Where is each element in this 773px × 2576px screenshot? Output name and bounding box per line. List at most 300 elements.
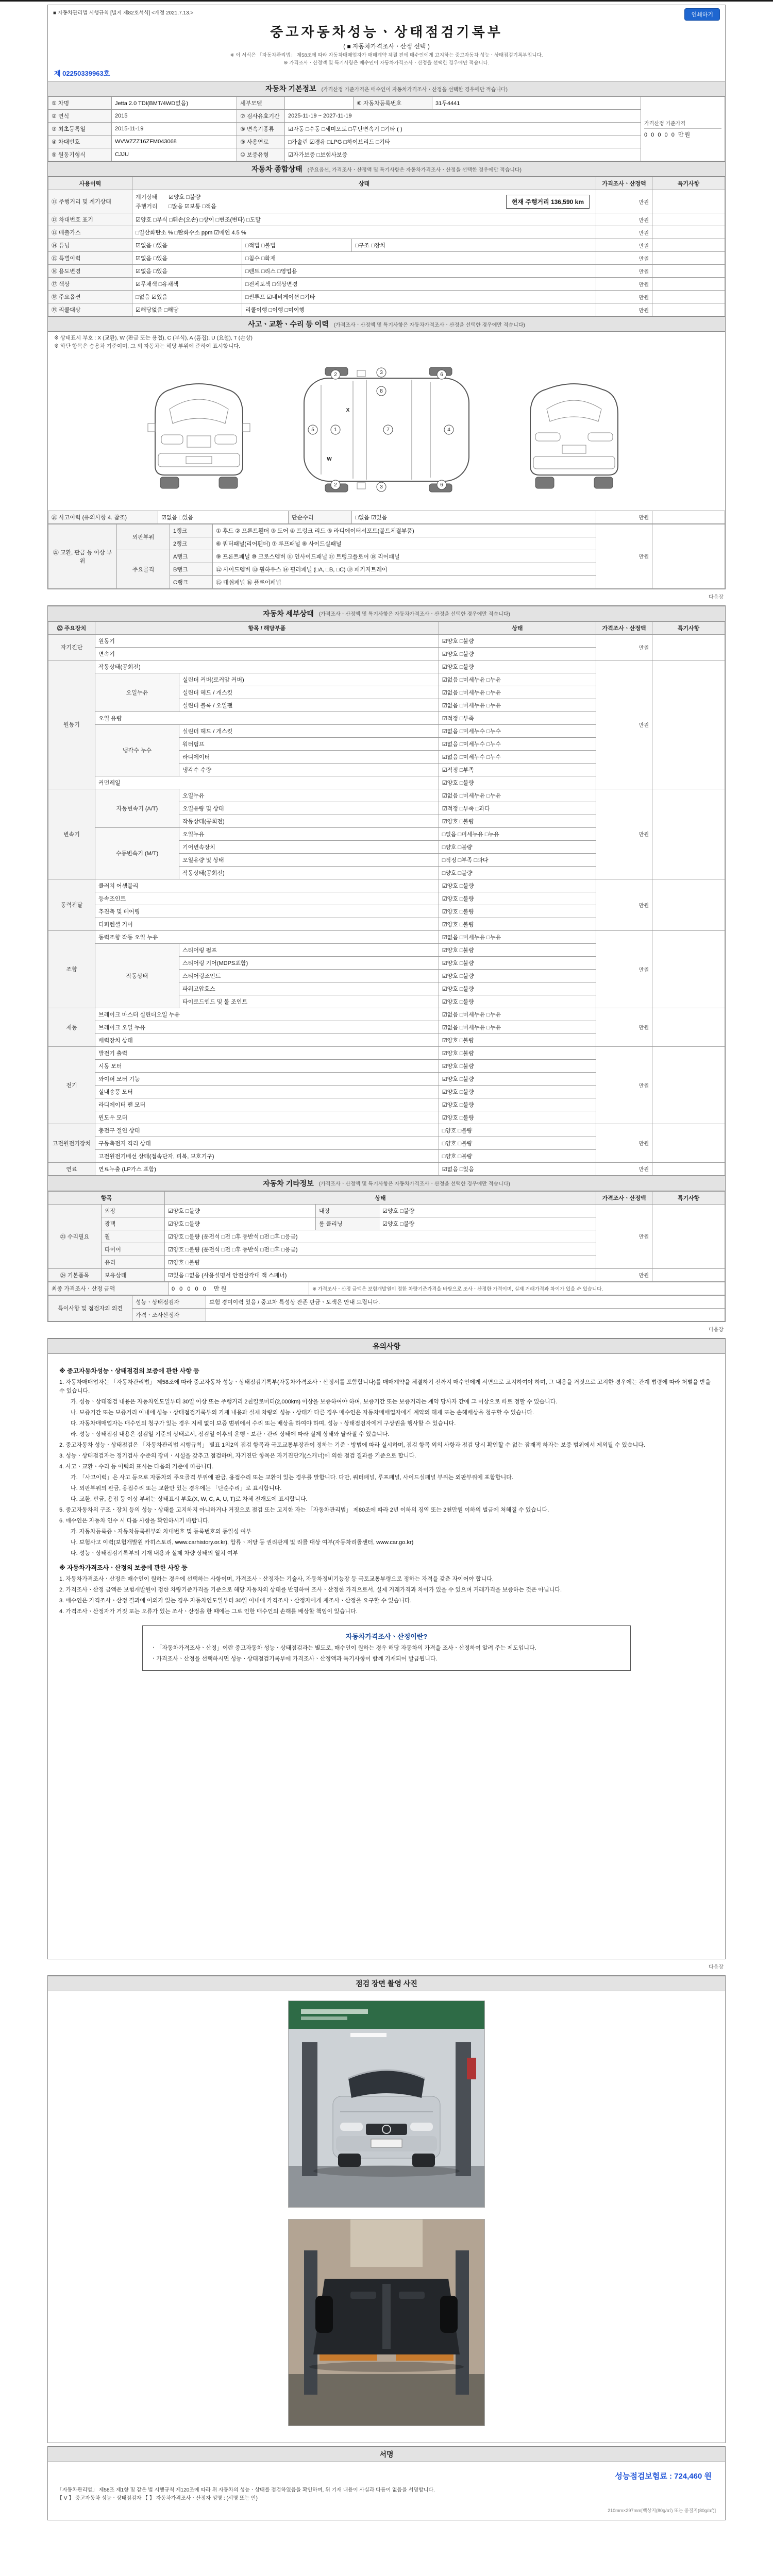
- table-header-row: [48, 621, 725, 634]
- col-header: 상태: [132, 177, 596, 190]
- item-label: 발전기 출력: [95, 1046, 439, 1059]
- item-label: 오일누유: [179, 789, 439, 802]
- section-title: 사고ㆍ교환ㆍ수리 등 이력: [248, 320, 329, 328]
- price-cell: 만원: [596, 1204, 652, 1268]
- fuel-type: □가솔린 ☑경유 □LPG □하이브리드 □기타: [285, 135, 641, 148]
- section-photos-header: [48, 1976, 725, 1991]
- col-header: 가격조사ㆍ산정액: [596, 621, 652, 634]
- remark-cell: [652, 634, 725, 660]
- item-label: 고전원전기배선 상태(접속단자, 피복, 보호기구): [95, 1149, 439, 1162]
- item-label: 디퍼렌셜 기어: [95, 918, 439, 930]
- checkbox-group: ☑양호 □불량: [439, 969, 596, 982]
- remark-cell: [652, 239, 725, 252]
- basic-info-table: [48, 96, 725, 161]
- col-header: 가격조사ㆍ산정액: [596, 177, 652, 190]
- form-label: 내장: [316, 1204, 379, 1217]
- form-label: ⑬ 배출가스: [48, 226, 132, 239]
- item-label: 냉각수 수량: [179, 763, 439, 776]
- device-group: 고전원전기장치: [48, 1124, 95, 1162]
- engine-type: CJJU: [112, 148, 237, 161]
- remarks-table: [48, 1295, 725, 1321]
- form-label: 보유상태: [102, 1268, 165, 1281]
- next-page-marker: 다음장: [709, 594, 724, 600]
- price-cell: 만원: [596, 789, 652, 879]
- document-number: 제 02250339963호: [54, 70, 110, 77]
- checkbox-group: ☑없음 □미세누수 □누수: [439, 724, 596, 737]
- form-label: ④ 차대번호: [48, 135, 112, 148]
- checkbox-group: ☑양호 □불량: [439, 918, 596, 930]
- price-cell: 만원: [596, 213, 652, 226]
- checkbox-group: ☑없음 □미세누수 □누수: [439, 750, 596, 763]
- item-label: 실내송풍 모터: [95, 1085, 439, 1098]
- checkbox-group: ☑양호 □불량: [439, 776, 596, 789]
- panel-number: [331, 425, 340, 434]
- notice-paragraph: 2. 가격조사ㆍ산정 금액은 보험개발원이 정한 차량기준가격을 기준으로 해당 자동차의 상태를 반영하여 조사ㆍ산정한 가격으로서, 실제 거래가격과 차이가 있을 수 있으며 거래가격을 보증하는 것은 아닙니다.: [59, 1587, 562, 1594]
- notice-paragraph: 2. 중고자동차 성능ㆍ상태점검은 「자동차관리법 시행규칙」 별표 1의2의 점검 항목과 국토교통부장관이 정하는 기준ㆍ방법에 따라 실시하며, 점검 항목 외의 사항과 점검 당시 확인할 수 없는 잠재적 하자는 보증 범위에서 제외될 수 있습니다.: [59, 1442, 645, 1448]
- remark-cell: [652, 226, 725, 239]
- form-label: ⑩ 보증유형: [237, 148, 285, 161]
- form-label: 1랭크: [170, 524, 213, 537]
- inspector-opinion: 보험 경미이력 있음 / 중고차 특성상 잔존 판금ㆍ도색은 안내 드립니다.: [206, 1295, 725, 1308]
- svg-text:7: 7: [386, 427, 390, 433]
- base-price-value: 0 0 0 0 0 만원: [644, 132, 692, 138]
- registration-number: 31두4441: [432, 97, 641, 110]
- detail-state-table: [48, 621, 725, 1176]
- checkbox-group: ☑없음 □있음: [132, 252, 242, 265]
- form-label: 휠: [102, 1230, 165, 1243]
- table-row: [48, 135, 725, 148]
- table-row: [48, 278, 725, 291]
- remark-cell: [652, 265, 725, 278]
- checkbox-group: □전체도색 □색상변경: [242, 278, 596, 291]
- checkbox-group: ☑없음 □미세누유 □누유: [439, 673, 596, 686]
- col-header: 특기사항: [652, 177, 725, 190]
- section-overall-header: [48, 161, 725, 177]
- remark-cell: [652, 660, 725, 789]
- checkbox-group: □양호 □불량: [439, 1137, 596, 1149]
- form-label: 룸 클리닝: [316, 1217, 379, 1230]
- page-title: 중고자동차성능ㆍ상태점검기록부: [270, 24, 503, 40]
- section-note: (가격산정 기준가격은 매수인이 자동차가격조사ㆍ산정을 선택한 경우에만 적습니다): [321, 87, 508, 93]
- remark-cell: [652, 1008, 725, 1046]
- form-label: ⑫ 차대번호 표기: [48, 213, 132, 226]
- item-label: 실린더 커버(로커암 커버): [179, 673, 439, 686]
- block-basic-overall-accident: [47, 5, 726, 589]
- svg-text:1: 1: [334, 427, 337, 433]
- col-header: 상태: [165, 1191, 596, 1204]
- final-price-note: ※ 가격조사ㆍ산정 금액은 보험개발원이 정한 차량기준가격을 바탕으로 조사ㆍ산정한 가격이며, 실제 거래가격과 차이가 있을 수 있습니다.: [309, 1282, 725, 1295]
- checkbox-group: ☑없음 □미세누유 □누유: [439, 789, 596, 802]
- remark-cell: [652, 789, 725, 879]
- block-photos: [47, 1975, 726, 2443]
- item-subgroup: 수동변속기 (M/T): [95, 827, 179, 879]
- svg-text:3: 3: [380, 484, 383, 490]
- next-page-marker: 다음장: [709, 1327, 724, 1333]
- base-price-label: 가격산정 기준가격: [644, 119, 721, 129]
- table-row: [48, 213, 725, 226]
- item-label: 배력장치 상태: [95, 1033, 439, 1046]
- checkbox-group: ☑양호 □불량: [439, 1046, 596, 1059]
- item-subgroup: 자동변속기 (A/T): [95, 789, 179, 827]
- remark-cell: [652, 278, 725, 291]
- header-note-1: ※ 이 서식은 「자동차관리법」 제58조에 따라 자동차매매업자가 매매계약 체결 전에 매수인에게 고지하는 중고자동차 성능ㆍ상태점검기록부입니다.: [230, 53, 543, 58]
- table-row: [48, 1162, 725, 1175]
- car-damage-diagrams: [48, 351, 725, 511]
- price-cell: 만원: [596, 511, 652, 523]
- table-row: [48, 123, 725, 135]
- svg-text:3: 3: [380, 369, 383, 376]
- notice-paragraph: 다. 성능ㆍ상태점검기록부의 기재 내용과 실제 차량 상태의 일치 여부: [71, 1550, 239, 1557]
- checkbox-group: ☑양호 □불량: [165, 1256, 596, 1268]
- item-label: 구동축전지 격리 상태: [95, 1137, 439, 1149]
- section-title: 자동차 기본정보: [265, 84, 316, 93]
- checkbox-group: ☑양호 □불량: [165, 1217, 316, 1230]
- item-label: 라디에이터 팬 모터: [95, 1098, 439, 1111]
- item-label: 클러치 어셈블리: [95, 879, 439, 892]
- panel-list: ⑥ 쿼터패널(리어휀더) ⑦ 루프패널 ⑧ 사이드실패널: [213, 537, 596, 550]
- section-title: 자동차 세부상태: [263, 609, 314, 618]
- svg-text:8: 8: [380, 388, 383, 394]
- remark-cell: [652, 1124, 725, 1162]
- table-row: [48, 1295, 725, 1308]
- remark-cell: [652, 511, 725, 523]
- info-box-title: 자동차가격조사ㆍ산정이란?: [345, 1633, 428, 1641]
- form-label: A랭크: [170, 550, 213, 563]
- table-row: [48, 303, 725, 316]
- device-group: 제동: [48, 1008, 95, 1046]
- price-cell: 만원: [596, 291, 652, 303]
- checkbox-group: ☑양호 □불량: [169, 194, 201, 200]
- col-header: 가격조사ㆍ산정액: [596, 1191, 652, 1204]
- checkbox-group: ☑있음 □없음 (사용설명서 안전삼각대 잭 스패너): [165, 1268, 596, 1281]
- inspection-photo-front: [288, 2001, 485, 2208]
- form-label: ⑨ 사용연료: [237, 135, 285, 148]
- remark-cell: [652, 1162, 725, 1175]
- price-appraisal-info-box: [142, 1625, 631, 1671]
- checkbox-group: 리콜이행 □이행 □미이행: [242, 303, 596, 316]
- remark-cell: [652, 252, 725, 265]
- checkbox-group: ☑없음 □미세누유 □누유: [439, 686, 596, 699]
- notice-paragraph: 나. 보증기간 또는 보증거리 이내에 성능ㆍ상태점검기록부의 기재 내용과 실제 차량의 성능ㆍ상태가 다른 경우 매수인은 자동차매매업자에게 계약의 해제 또는 손해배상을 청구할 수 있습니다.: [71, 1409, 534, 1416]
- col-header: 특기사항: [652, 1191, 725, 1204]
- table-header-row: [48, 177, 725, 190]
- table-row: [48, 789, 725, 802]
- device-group: 전기: [48, 1046, 95, 1124]
- svg-text:4: 4: [447, 427, 450, 433]
- checkbox-group: ☑양호 □불량: [439, 1098, 596, 1111]
- notice-paragraph: 다. 자동차매매업자는 매수인의 청구가 있는 경우 지체 없이 보증 범위에서 수리 또는 배상을 하여야 하며, 성능ㆍ상태점검자에게 구상권을 행사할 수 있습니다.: [71, 1420, 456, 1427]
- block-notice: [47, 1338, 726, 1959]
- form-label: 외장: [102, 1204, 165, 1217]
- checkbox-group: ☑양호 □불량: [439, 956, 596, 969]
- form-label: 주요골격: [117, 550, 170, 588]
- checkbox-group: ☑없음 □있음: [132, 239, 242, 252]
- item-label: 시동 모터: [95, 1059, 439, 1072]
- notice-subheader: ※ 자동차가격조사ㆍ산정의 보증에 관한 사항 등: [59, 1564, 188, 1572]
- price-cell: 만원: [596, 660, 652, 789]
- device-group: 동력전달: [48, 879, 95, 930]
- form-label: ⑤ 원동기형식: [48, 148, 112, 161]
- checkbox-group: □적정 □부족 □과다: [439, 853, 596, 866]
- item-label: 커먼레일: [95, 776, 439, 789]
- panel-number: [444, 425, 453, 434]
- panel-list: ⑨ 프론트패널 ⑩ 크로스멤버 ⑪ 인사이드패널 ⑰ 트렁크플로어 ⑱ 리어패널: [213, 550, 596, 563]
- price-cell: 만원: [596, 303, 652, 316]
- signature-line: 【 V 】 중고자동차 성능ㆍ상태점검자 【 】 자동차가격조사ㆍ산정자 성명 : (서명 또는 인): [57, 2495, 258, 2501]
- section-note: (가격조사ㆍ산정액 및 특기사항은 자동차가격조사ㆍ산정을 선택한 경우에만 적습니다): [318, 612, 510, 617]
- form-label: ⑦ 검사유효기간: [237, 110, 285, 123]
- checkbox-group: □양호 □불량: [439, 866, 596, 879]
- notice-paragraph: 3. 성능ㆍ상태점검자는 정기검사 수준의 장비ㆍ시설을 갖추고 점검하며, 자기진단 항목은 자기진단기(스캐너)에 의한 점검 결과를 기준으로 합니다.: [59, 1452, 416, 1459]
- item-label: 스티어링 기어(MDPS포함): [179, 956, 439, 969]
- form-label: 특이사항 및 점검자의 의견: [48, 1295, 132, 1321]
- checkbox-group: ☑없음 □있음: [439, 1162, 596, 1175]
- notice-paragraph: 가. 「사고이력」은 사고 등으로 자동차의 주요골격 부위에 판금, 용접수리 또는 교환이 있는 경우를 말합니다. 다만, 쿼터패널, 루프패널, 사이드실패널 부위는 외판부위에 포함합니다.: [71, 1474, 513, 1481]
- form-label: ⑲ 리콜대상: [48, 303, 132, 316]
- page-subtitle: ( ■ 자동차가격조사ㆍ산정 선택 ): [343, 43, 430, 50]
- checkbox-group: ☑양호 □불량: [439, 879, 596, 892]
- checkbox-group: ☑해당없음 □해당: [132, 303, 242, 316]
- panel-number: [331, 480, 340, 489]
- table-row: [48, 1008, 725, 1021]
- item-label: 추진축 및 베어링: [95, 905, 439, 918]
- table-row: [48, 634, 725, 647]
- checkbox-group: ☑양호 □불량 (운전석 □전 □후 동반석 □전 □후 □응급): [165, 1243, 596, 1256]
- panel-number: [308, 425, 317, 434]
- remark-cell: [652, 1046, 725, 1124]
- table-row: [48, 1046, 725, 1059]
- col-header: 항목 / 해당부품: [95, 621, 439, 634]
- table-row: [48, 226, 725, 239]
- notice-paragraph: 나. 외판부위의 판금, 용접수리 또는 교환만 있는 경우에는 「단순수리」로 표시합니다.: [71, 1485, 282, 1492]
- notice-paragraph: 나. 보험사고 이력(보험개발원 카히스토리, www.carhistory.or.kr), 압류ㆍ저당 등 권리관계 및 리콜 대상 여부(자동차리콜센터, www.car.go.kr): [71, 1539, 414, 1546]
- form-label: ⑯ 용도변경: [48, 265, 132, 278]
- block-signature: [47, 2446, 726, 2520]
- form-label: ⑪ 주행거리 및 계기상태: [48, 190, 132, 213]
- checkbox-group: ☑양호 □불량: [439, 634, 596, 647]
- notice-paragraph: 가. 성능ㆍ상태점검 내용은 자동차인도일부터 30일 이상 또는 주행거리 2천킬로미터(2,000km) 이상을 보증하여야 하며, 보증기간 또는 보증거리는 계약 당사자 간에 그 이상으로 따로 정할 수 있습니다.: [71, 1398, 558, 1405]
- checkbox-group: ☑양호 □불량: [165, 1204, 316, 1217]
- checkbox-group: ☑없음 □미세누유 □누유: [439, 1021, 596, 1033]
- overall-state-table: [48, 177, 725, 316]
- item-label: 작동상태(공회전): [179, 866, 439, 879]
- panel-number: [377, 482, 386, 492]
- etc-info-table: [48, 1191, 725, 1282]
- form-label: ⑧ 변속기종류: [237, 123, 285, 135]
- form-value: [285, 97, 354, 110]
- checkbox-group: □양호 □불량: [439, 1124, 596, 1137]
- damage-mark-w: W: [327, 456, 332, 462]
- price-cell: 만원: [596, 1162, 652, 1175]
- checkbox-group: ☑양호 □부식 □훼손(오손) □상이 □변조(변타) □도말: [132, 213, 596, 226]
- checkbox-group: □없음 ☑있음: [132, 291, 242, 303]
- notice-paragraph: 가. 자동차등록증ㆍ자동차등록원부와 차대번호 및 등록번호의 동일성 여부: [71, 1529, 251, 1535]
- form-label: 2랭크: [170, 537, 213, 550]
- table-row: [48, 190, 725, 213]
- checkbox-group: □양호 □불량: [439, 1149, 596, 1162]
- notice-paragraph: 5. 중고자동차의 구조ㆍ장치 등의 성능ㆍ상태를 고지하지 아니하거나 거짓으로 점검 또는 고지한 자는 「자동차관리법」 제80조에 따라 2년 이하의 징역 또는 2천만원 이하의 벌금에 처해질 수 있습니다.: [59, 1507, 549, 1514]
- price-cell: 만원: [596, 1124, 652, 1162]
- item-label: 오일유량 및 상태: [179, 853, 439, 866]
- first-registration-date: 2015-11-19: [112, 123, 237, 135]
- emission-values: □일산화탄소 % □탄화수소 ppm ☑매연 4.5 %: [132, 226, 596, 239]
- form-label: 단순수리: [289, 511, 352, 523]
- report-header: [48, 5, 725, 81]
- remark-cell: [652, 879, 725, 930]
- item-label: 파워고압호스: [179, 982, 439, 995]
- item-subgroup: 냉각수 누수: [95, 724, 179, 776]
- panel-number: [331, 370, 340, 379]
- table-row: [48, 252, 725, 265]
- table-row: [48, 97, 725, 110]
- price-cell: 만원: [596, 1008, 652, 1046]
- form-label: ㉔ 기본품목: [48, 1268, 102, 1281]
- item-label: 오일누유: [179, 827, 439, 840]
- item-label: 등속조인트: [95, 892, 439, 905]
- checkbox-group: ☑양호 □불량: [439, 1111, 596, 1124]
- table-row: [48, 110, 725, 123]
- item-label: 오일 유량: [95, 711, 439, 724]
- checkbox-group: ☑양호 □불량: [439, 892, 596, 905]
- remark-cell: [652, 190, 725, 213]
- panel-number: [437, 370, 446, 379]
- notice-paragraph: 1. 자동차매매업자는 「자동차관리법」 제58조에 따라 중고자동차 성능ㆍ상태점검기록부(자동차가격조사ㆍ산정서를 포함합니다)를 매매계약을 체결하기 전까지 매수인에게 서면으로 고지하여야 하며, 그 내용을 거짓으로 고지한 경우에는 관계 법령에 따라 처벌을 받을 수 있습니다.: [59, 1379, 711, 1394]
- model-year: 2015: [112, 110, 237, 123]
- section-sign-header: [48, 2447, 725, 2462]
- checkbox-group: □없음 ☑있음: [352, 511, 596, 523]
- item-label: 원동기: [95, 634, 439, 647]
- form-label: ① 차명: [48, 97, 112, 110]
- svg-text:5: 5: [311, 427, 314, 433]
- panel-list: ⑫ 사이드멤버 ⑬ 휠하우스 ⑭ 필러패널 (□A, □B, □C) ⑲ 패키지트레이: [213, 563, 596, 575]
- inspection-report-page: [47, 2, 726, 2520]
- item-label: 실린더 블록 / 오일팬: [179, 699, 439, 711]
- checkbox-group: ☑무채색 □유채색: [132, 278, 242, 291]
- paper-spec: 210mm×297mm[백상지(80g/㎡) 또는 중질지(80g/㎡)]: [608, 2507, 716, 2513]
- final-price-label: 최종 가격조사ㆍ산정 금액: [48, 1282, 169, 1295]
- table-row: [48, 1308, 725, 1321]
- checkbox-group: □썬루프 ☑네비게이션 □기타: [242, 291, 596, 303]
- price-cell: 만원: [596, 879, 652, 930]
- svg-text:2: 2: [334, 371, 337, 378]
- panel-list: ① 후드 ② 프론트휀더 ③ 도어 ④ 트렁크 리드 ⑤ 라디에이터서포트(볼트체결부품): [213, 524, 596, 537]
- svg-text:6: 6: [440, 482, 443, 488]
- section-basic-header: [48, 81, 725, 96]
- checkbox-group: ☑적정 □부족: [439, 711, 596, 724]
- damage-code-legend-note: ※ 하단 항목은 승용차 기준이며, 그 외 자동차는 해당 부위에 준하여 표시합니다.: [54, 343, 241, 349]
- checkbox-group: □많음 ☑보통 □적음: [169, 204, 217, 210]
- panel-list: ⑮ 대쉬패널 ⑯ 플로어패널: [213, 575, 596, 588]
- checkbox-group: ☑적정 □부족: [439, 763, 596, 776]
- final-price-value: [169, 1282, 309, 1295]
- col-header: ㉒ 주요장치: [48, 621, 95, 634]
- item-subgroup: 작동상태: [95, 943, 179, 1008]
- item-label: 워터펌프: [179, 737, 439, 750]
- checkbox-group: ☑양호 □불량: [439, 815, 596, 827]
- current-mileage: 현재 주행거리 136,590 km: [506, 195, 590, 209]
- car-diagram-top: [276, 355, 497, 504]
- table-row: [48, 879, 725, 892]
- price-cell: 만원: [596, 524, 652, 588]
- section-title: 서명: [379, 2450, 394, 2459]
- car-diagram-front: [140, 358, 258, 502]
- form-label: ③ 최초등록일: [48, 123, 112, 135]
- price-cell: 만원: [596, 1268, 652, 1281]
- checkbox-group: ☑양호 □불량: [439, 647, 596, 660]
- warranty-type: ☑자가보증 □보험사보증: [285, 148, 641, 161]
- device-group: 자기진단: [48, 634, 95, 660]
- table-row: [48, 265, 725, 278]
- final-price-digits: 0 0 0 0 0: [172, 1285, 208, 1292]
- notice-paragraph: 라. 성능ㆍ상태점검 내용은 점검일 기준의 상태로서, 점검일 이후의 운행ㆍ보관ㆍ관리 상태에 따라 실제 상태와 달라질 수 있습니다.: [71, 1431, 390, 1437]
- legal-confirmation-line: 「자동차관리법」 제58조 제1항 및 같은 법 시행규칙 제120조에 따라 위 자동차의 성능ㆍ상태를 점검하였음을 확인하며, 위 기재 내용이 사실과 다름이 없음을 서명합니다.: [57, 2487, 435, 2493]
- car-diagram-rear: [515, 358, 633, 502]
- checkbox-group: ☑양호 □불량: [439, 905, 596, 918]
- checkbox-group: ☑양호 □불량: [439, 995, 596, 1008]
- checkbox-group: ☑없음 □미세누유 □누유: [439, 699, 596, 711]
- item-label: 실린더 헤드 / 개스킷: [179, 724, 439, 737]
- next-page-marker: 다음장: [709, 1964, 724, 1970]
- col-header: 특기사항: [652, 621, 725, 634]
- inspection-photo-underbody: [288, 2219, 485, 2426]
- item-label: 타이로드엔드 및 볼 조인트: [179, 995, 439, 1008]
- panel-number: [383, 425, 393, 434]
- base-price-cell: [641, 97, 725, 161]
- item-label: 스티어링 펌프: [179, 943, 439, 956]
- item-label: 연료누출 (LP가스 포함): [95, 1162, 439, 1175]
- device-group: 연료: [48, 1162, 95, 1175]
- form-label: 외판부위: [117, 524, 170, 550]
- remark-cell: [652, 213, 725, 226]
- checkbox-group: ☑없음 □있음: [158, 511, 289, 523]
- section-note: (가격조사ㆍ산정액 및 특기사항은 자동차가격조사ㆍ산정을 선택한 경우에만 적습니다): [333, 322, 525, 328]
- table-row: [48, 1282, 725, 1295]
- table-row: [48, 511, 725, 523]
- table-row: [48, 1268, 725, 1281]
- price-cell: 만원: [596, 239, 652, 252]
- notice-paragraph: 다. 교환, 판금, 용접 등 이상 부위는 상태표시 부호(X, W, C, A, U, T)로 차체 전개도에 표시합니다.: [71, 1496, 308, 1503]
- price-cell: 만원: [596, 226, 652, 239]
- vin: WVWZZZ16ZFM043068: [112, 135, 237, 148]
- col-header: 항목: [48, 1191, 165, 1204]
- block-detail-etc: [47, 605, 726, 1322]
- col-header: 상태: [439, 621, 596, 634]
- price-cell: 만원: [596, 252, 652, 265]
- table-row: [48, 291, 725, 303]
- section-etc-header: [48, 1176, 725, 1191]
- price-cell: 만원: [596, 190, 652, 213]
- checkbox-group: ☑없음 □미세누수 □누수: [439, 737, 596, 750]
- item-label: 윈도우 모터: [95, 1111, 439, 1124]
- table-row: [48, 148, 725, 161]
- checkbox-group: ☑양호 □불량: [379, 1204, 596, 1217]
- transmission-type: ☑자동 □수동 □세미오토 □무단변속기 □기타 ( ): [285, 123, 641, 135]
- item-label: 동력조향 작동 오일 누유: [95, 930, 439, 943]
- item-label: 작동상태(공회전): [95, 660, 439, 673]
- notice-paragraph: 1. 자동차가격조사ㆍ산정은 매수인이 원하는 경우에 선택하는 사항이며, 가격조사ㆍ산정자는 기술사, 자동차정비기능장 등 국토교통부령으로 정하는 자격을 갖춘 자이어야 합니다.: [59, 1576, 494, 1583]
- checkbox-group: ☑양호 □불량: [439, 1033, 596, 1046]
- print-button[interactable]: 인쇄하기: [684, 8, 720, 21]
- item-label: 브레이크 오일 누유: [95, 1021, 439, 1033]
- item-label: 라디에이터: [179, 750, 439, 763]
- form-label: 가격ㆍ조사산정자: [132, 1308, 206, 1321]
- price-cell: 만원: [596, 1046, 652, 1124]
- form-label: ㉑ 교환, 판금 등 이상 부위: [48, 524, 117, 588]
- form-label: ⑭ 튜닝: [48, 239, 132, 252]
- appraiser-opinion: [206, 1308, 725, 1321]
- notice-paragraph: 4. 사고ㆍ교환ㆍ수리 등 이력의 표시는 다음의 기준에 따릅니다.: [59, 1463, 214, 1470]
- table-header-row: [48, 1191, 725, 1204]
